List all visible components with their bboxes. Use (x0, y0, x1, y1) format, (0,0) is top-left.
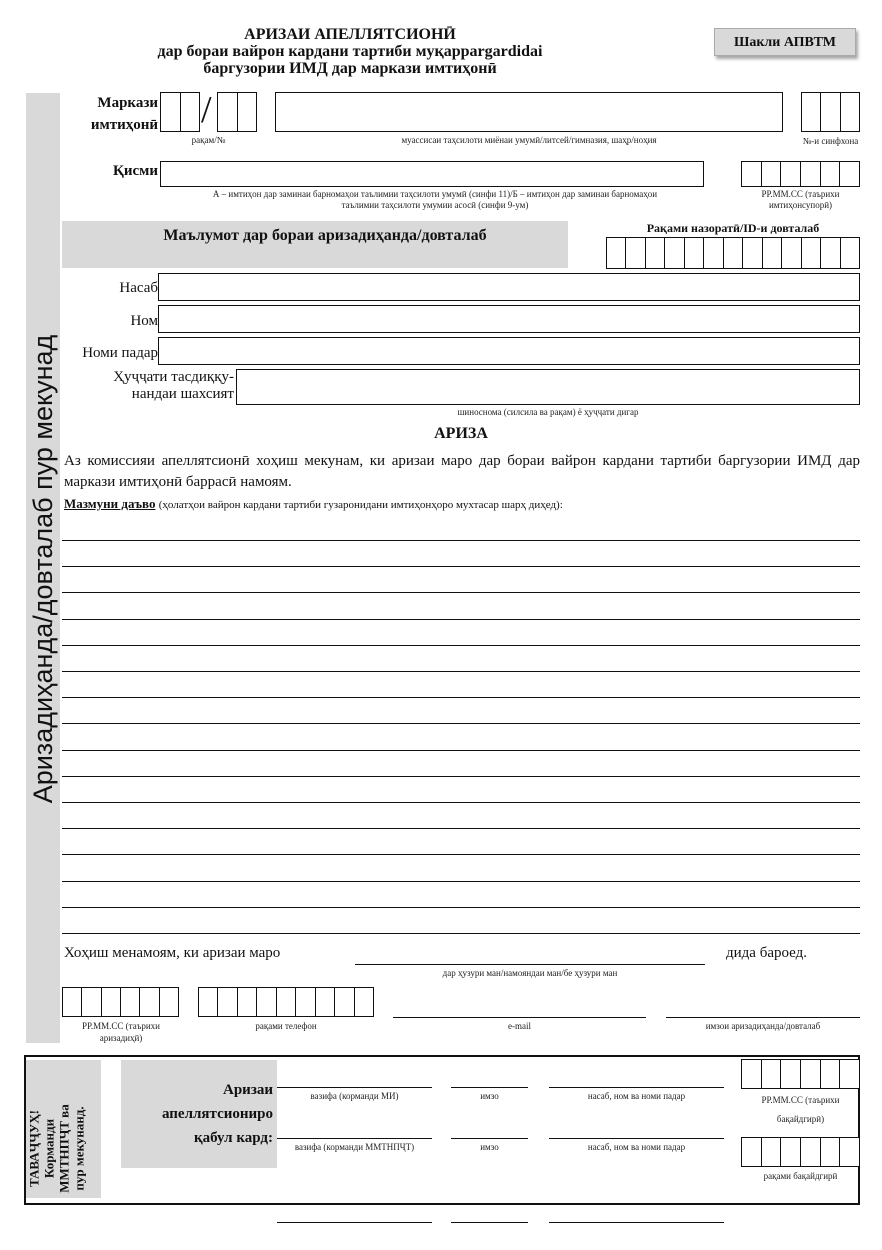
bottom-line-3 (549, 1222, 724, 1223)
sign2-line[interactable] (451, 1138, 528, 1139)
applicant-id-label: Рақами назоратӣ/ID-и довталаб (646, 221, 820, 235)
applicant-heading-text: Маълумот дар бораи аризадиҳанда/довталаб (163, 227, 487, 244)
signature-line[interactable] (666, 1017, 860, 1018)
room-number-cells[interactable] (801, 92, 860, 132)
id-document-label: Ҳуҷҷати тасдиққу-нандаи шахсият (113, 369, 234, 402)
phone-cells[interactable] (198, 987, 374, 1017)
presence-line[interactable] (355, 964, 705, 965)
claim-hint: (ҳолатҳои вайрон кардани тартиби гузаронидани имтиҳонҳоро мухтасар шарҳ диҳед): (158, 499, 563, 511)
accepted-label-1: Аризаи (223, 1082, 273, 1098)
exam-center-code-cells[interactable] (217, 92, 257, 132)
fullname2-line[interactable] (549, 1138, 724, 1139)
patronymic-label: Номи падар (82, 345, 158, 361)
official-side-label-3: ММТНПҶТ ва (56, 1104, 72, 1193)
email-caption: e-mail (508, 1021, 531, 1031)
claim-line (64, 496, 860, 512)
id-document-caption: шиноснома (силсила ва рақам) ё ҳуҷҷати дигар (457, 407, 639, 417)
claim-writing-line[interactable] (62, 802, 860, 803)
accepted-label-2: апеллятсиониро (161, 1106, 273, 1122)
application-date-caption: РР.ММ.СС (таърихи аризадиҳӣ) (82, 1021, 160, 1043)
sign1-caption: имзо (480, 1091, 499, 1101)
presence-caption: дар ҳузури ман/намояндаи ман/бе ҳузури ман (442, 968, 618, 978)
position1-line[interactable] (277, 1087, 432, 1088)
claim-writing-line[interactable] (62, 619, 860, 620)
application-date-cells[interactable] (62, 987, 179, 1017)
fullname1-caption: насаб, ном ва номи падар (587, 1091, 686, 1101)
claim-writing-line[interactable] (62, 854, 860, 855)
name-label: Ном (130, 313, 158, 329)
claim-writing-line[interactable] (62, 540, 860, 541)
form-title (90, 26, 610, 77)
registration-number-caption: рақами бақайдгирӣ (763, 1171, 838, 1181)
claim-writing-line[interactable] (62, 697, 860, 698)
registration-number-cells[interactable] (741, 1137, 860, 1167)
sign1-line[interactable] (451, 1087, 528, 1088)
section-field[interactable] (160, 161, 704, 187)
form-title-line1: АРИЗАИ АПЕЛЛЯТСИОНӢ (244, 26, 456, 43)
official-side-label-4: пур мекунанд. (71, 1106, 87, 1191)
accepted-label (121, 1078, 273, 1150)
patronymic-field[interactable] (158, 337, 860, 365)
official-side-label-1: ТАВАҶҶУҲ! (26, 1110, 42, 1187)
exam-center-label (70, 92, 158, 136)
position1-caption: вазифа (корманди МИ) (310, 1091, 399, 1101)
form-code-badge: Шакли АПВТМ (714, 28, 856, 56)
side-label: Аризадиҳанда/довталаб пур мекунад (28, 334, 58, 804)
bottom-line-2 (451, 1222, 528, 1223)
fullname1-line[interactable] (549, 1087, 724, 1088)
slash-separator: / (201, 89, 212, 131)
id-document-field[interactable] (236, 369, 860, 405)
exam-center-label-text: Маркази имтиҳонӣ (90, 95, 158, 133)
num-caption: рақам/№ (191, 135, 226, 145)
email-line[interactable] (393, 1017, 646, 1018)
registration-date-caption: РР.ММ.СС (таърихи бақайдгирӣ) (761, 1095, 840, 1124)
exam-center-number-cells[interactable] (160, 92, 200, 132)
applicant-heading (62, 221, 568, 268)
form-title-line2: дар бораи вайрон кардани тартиби муқаррargardidai (157, 43, 543, 60)
application-body: Аз комиссияи апеллятсионӣ хоҳиш мекунам, ки аризаи маро дар бораи вайрон кардани тартиби баргузории ИМД дар маркази имтиҳонӣ баррасӣ намоям. (64, 453, 860, 490)
form-title-line3: баргузории ИМД дар маркази имтиҳонӣ (203, 60, 497, 77)
phone-caption: рақами телефон (255, 1021, 317, 1031)
claim-writing-line[interactable] (62, 723, 860, 724)
surname-field[interactable] (158, 273, 860, 301)
application-title: АРИЗА (434, 425, 488, 442)
official-side-label (27, 1080, 102, 1218)
claim-writing-line[interactable] (62, 933, 860, 934)
exam-date-caption: РР.ММ.СС (таърихи имтиҳонсупорӣ) (761, 189, 840, 210)
institution-caption: муассисаи таҳсилоти миёнаи умумӣ/литсей/гимназия, шаҳр/ноҳия (401, 135, 657, 145)
request-prefix: Хоҳиш менамоям, ки аризаи маро (64, 945, 281, 961)
position2-line[interactable] (277, 1138, 432, 1139)
accepted-label-3: қабул кард: (193, 1130, 273, 1146)
claim-label: Мазмуни даъво (64, 496, 156, 511)
signature-caption: имзои аризадиҳанда/довталаб (705, 1021, 821, 1031)
exam-date-cells[interactable] (741, 161, 860, 187)
claim-writing-line[interactable] (62, 828, 860, 829)
applicant-id-cells[interactable] (606, 237, 860, 269)
position2-caption: вазифа (корманди ММТНПҶТ) (294, 1142, 415, 1152)
claim-writing-line[interactable] (62, 881, 860, 882)
claim-writing-line[interactable] (62, 645, 860, 646)
request-suffix: дида бароед. (726, 945, 808, 961)
surname-label: Насаб (119, 280, 158, 296)
section-caption: А – имтиҳон дар заминаи барномаҳои таълимии таҳсилоти умумӣ (синфи 11)/Б – имтиҳон дар заминаи барномаҳои таълимии таҳсилоти умумии асосӣ (синфи 9-ум) (212, 189, 658, 210)
claim-writing-line[interactable] (62, 750, 860, 751)
name-field[interactable] (158, 305, 860, 333)
bottom-line-1 (277, 1222, 432, 1223)
institution-field[interactable] (275, 92, 783, 132)
claim-writing-line[interactable] (62, 907, 860, 908)
claim-writing-line[interactable] (62, 671, 860, 672)
official-side-label-2: Корманди (41, 1118, 57, 1179)
sign2-caption: имзо (480, 1142, 499, 1152)
claim-writing-line[interactable] (62, 566, 860, 567)
claim-writing-line[interactable] (62, 592, 860, 593)
section-label: Қисми (112, 163, 158, 179)
registration-date-cells[interactable] (741, 1059, 860, 1089)
claim-writing-line[interactable] (62, 776, 860, 777)
room-caption: №-и синфхона (802, 136, 859, 146)
fullname2-caption: насаб, ном ва номи падар (587, 1142, 686, 1152)
